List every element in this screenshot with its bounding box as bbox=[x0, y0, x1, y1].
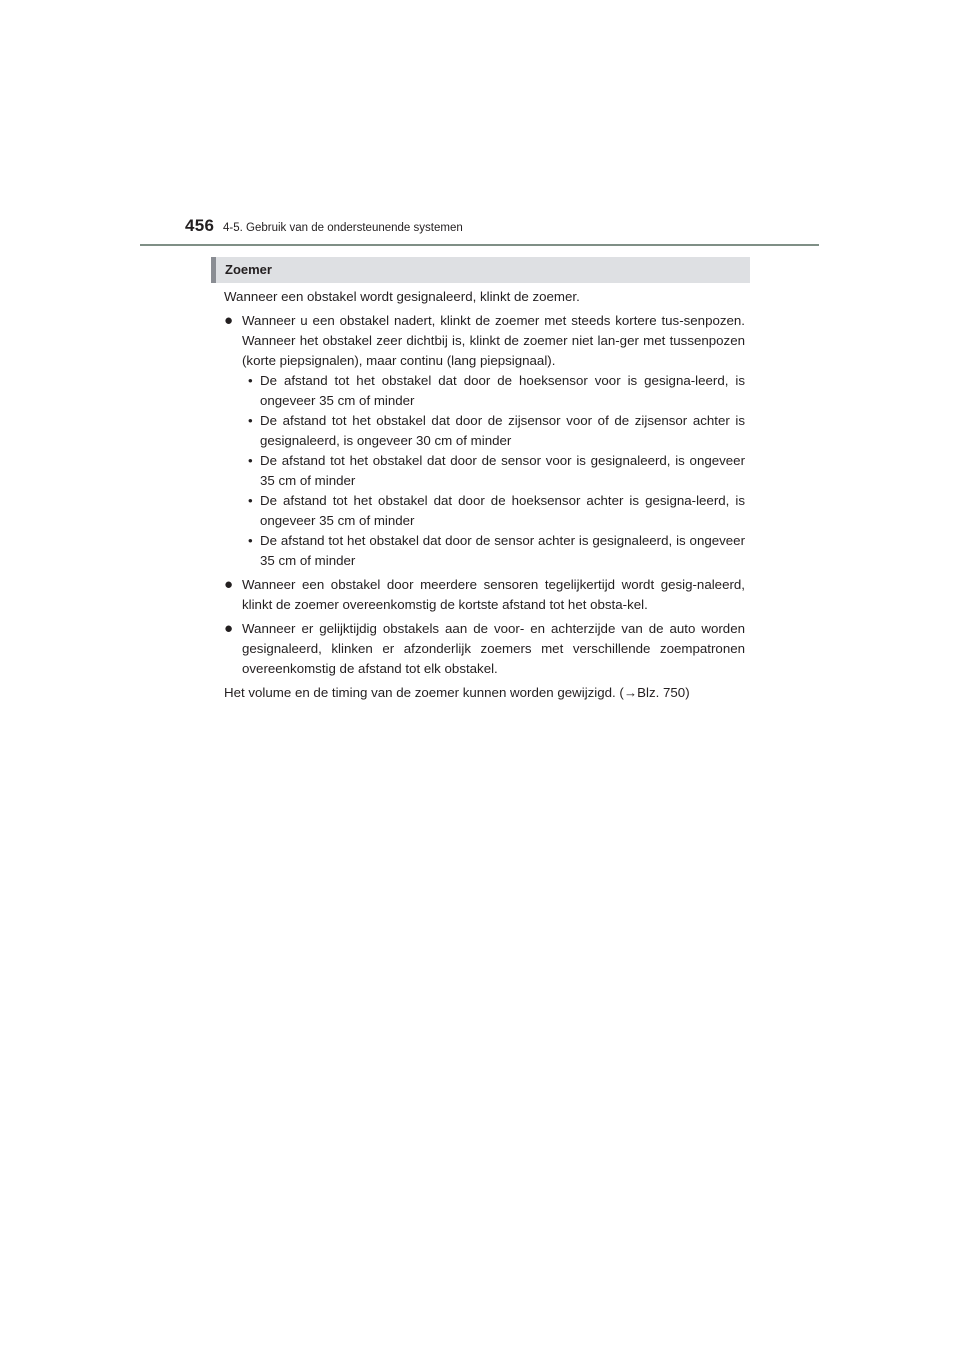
intro-paragraph: Wanneer een obstakel wordt gesignaleerd, klinkt de zoemer. bbox=[224, 289, 580, 304]
sub-item-text: De afstand tot het obstakel dat door de hoeksensor voor is gesigna-leerd, is ongeveer 35 cm of minder bbox=[260, 373, 745, 408]
sub-item-text: De afstand tot het obstakel dat door de hoeksensor achter is gesigna-leerd, is ongeveer 35 cm of minder bbox=[260, 493, 745, 528]
sub-item-text: De afstand tot het obstakel dat door de sensor achter is gesignaleerd, is ongeveer 35 cm of minder bbox=[260, 533, 745, 568]
closing-paragraph: Het volume en de timing van de zoemer kunnen worden gewijzigd. (→Blz. 750) bbox=[224, 685, 690, 700]
sub-bullet-icon: • bbox=[248, 533, 253, 548]
page-number: 456 bbox=[185, 216, 215, 235]
sub-item-text: De afstand tot het obstakel dat door de sensor voor is gesignaleerd, is ongeveer 35 cm of minder bbox=[260, 453, 745, 488]
sub-item bbox=[242, 491, 745, 531]
bullet-text: Wanneer er gelijktijdig obstakels aan de voor- en achterzijde van de auto worden gesignaleerd, klinken er afzonderlijk zoemers met verschillende zoempatronen overeenkomstig de afstand tot elk obstakel. bbox=[242, 621, 745, 676]
sub-bullet-icon: • bbox=[248, 413, 253, 428]
sub-bullet-icon: • bbox=[248, 453, 253, 468]
sub-item bbox=[242, 531, 745, 571]
bullet-icon: ● bbox=[224, 312, 234, 329]
section-accent bbox=[211, 257, 216, 283]
bullet-icon: ● bbox=[224, 576, 234, 593]
sub-list bbox=[242, 371, 745, 571]
sub-bullet-icon: • bbox=[248, 373, 253, 388]
bullet-text: Wanneer u een obstakel nadert, klinkt de zoemer met steeds kortere tus-senpozen. Wanneer het obstakel zeer dichtbij is, klinkt de zoemer niet lan-ger met tussenpozen (korte piepsignalen), maar continu (lang piepsignaal). bbox=[242, 313, 745, 368]
chapter-title: 4-5. Gebruik van de ondersteunende systemen bbox=[223, 222, 463, 234]
bullet-item bbox=[224, 575, 745, 615]
sub-item-text: De afstand tot het obstakel dat door de zijsensor voor of de zijsensor achter is gesignaleerd, is ongeveer 30 cm of minder bbox=[260, 413, 745, 448]
sub-item bbox=[242, 371, 745, 411]
bullet-item bbox=[224, 311, 745, 571]
bullet-icon: ● bbox=[224, 620, 234, 637]
section-title: Zoemer bbox=[225, 262, 272, 277]
bullet-text: Wanneer een obstakel door meerdere sensoren tegelijkertijd wordt gesig-naleerd, klinkt de zoemer overeenkomstig de kortste afstand tot het obsta-kel. bbox=[242, 577, 745, 612]
sub-bullet-icon: • bbox=[248, 493, 253, 508]
content bbox=[224, 287, 745, 703]
header-rule bbox=[140, 244, 819, 246]
bullet-item bbox=[224, 619, 745, 679]
section-header bbox=[211, 257, 750, 283]
sub-item bbox=[242, 411, 745, 451]
sub-item bbox=[242, 451, 745, 491]
